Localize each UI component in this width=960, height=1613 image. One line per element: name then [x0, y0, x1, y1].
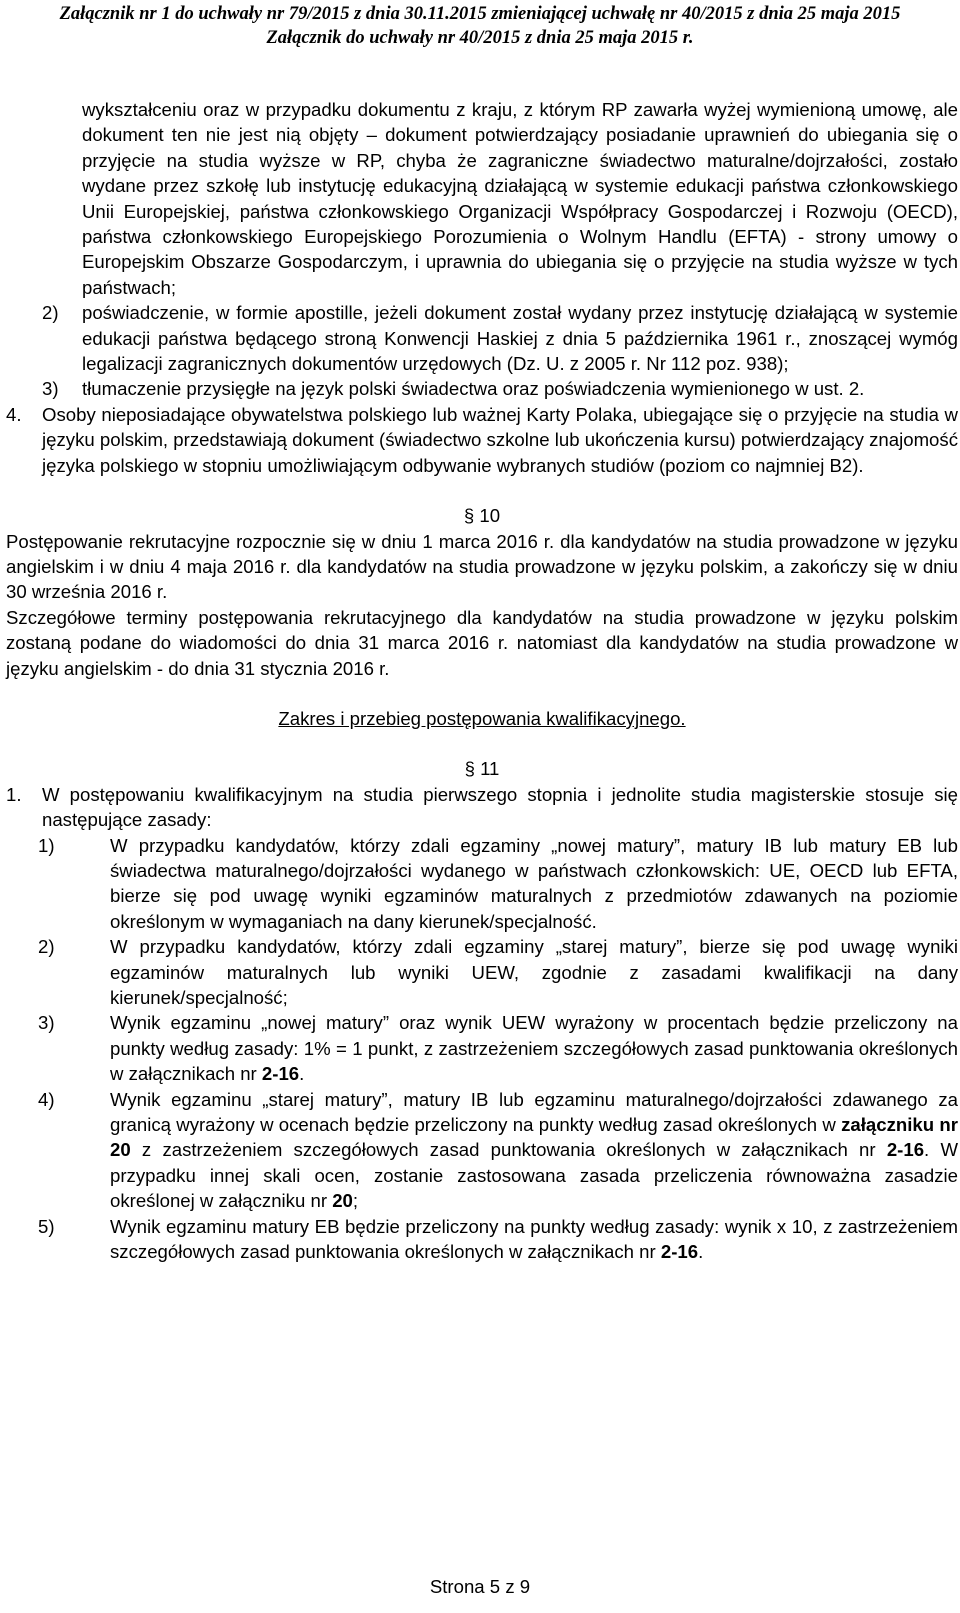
rule-marker: 3): [38, 1012, 55, 1034]
spacer: [6, 731, 958, 756]
rule-text: z zastrzeżeniem szczegółowych zasad punktowania określonych w załącznikach nr: [130, 1139, 887, 1161]
rule-item-1: [38, 833, 958, 935]
document-body: [6, 97, 958, 1264]
rule-text-bold: 2-16: [660, 1241, 699, 1263]
rule-marker: 2): [38, 936, 55, 958]
point-marker: 4.: [6, 403, 22, 425]
list-marker: 2): [42, 302, 59, 324]
rule-text-bold: 2-16: [261, 1063, 300, 1085]
rule-item-5: [38, 1214, 958, 1265]
rule-item-2: [38, 934, 958, 1010]
rule-text: Wynik egzaminu matury EB będzie przeliczony na punkty według zasady: wynik x 10, z zastrzeżeniem szczegółowych zasad punktowania określonych w załącznikach nr: [110, 1215, 958, 1263]
list-item-text: tłumaczenie przysięgłe na język polski świadectwa oraz poświadczenia wymienionego w ust. 2.: [82, 378, 865, 400]
spacer: [6, 478, 958, 503]
rule-text: .: [299, 1063, 305, 1085]
section-title: Zakres i przebieg postępowania kwalifikacyjnego.: [278, 707, 686, 729]
section-10-number: § 10: [463, 505, 501, 527]
point-text: W postępowaniu kwalifikacyjnym na studia pierwszego stopnia i jednolite studia magisterskie stosuje się następujące zasady:: [42, 783, 958, 831]
rule-text: .: [698, 1241, 704, 1263]
point-marker: 1.: [6, 783, 22, 805]
header-attachment-no: Załącznik nr 1: [59, 4, 171, 24]
list-marker: 3): [42, 378, 59, 400]
section-11-number: § 11: [464, 758, 500, 780]
header-line-2: Załącznik do uchwały nr 40/2015 z dnia 25 maja 2015 r.: [266, 28, 694, 48]
rule-text: ;: [352, 1190, 359, 1212]
rule-text-bold: 20: [332, 1190, 353, 1212]
section-10-paragraph-1: Postępowanie rekrutacyjne rozpocznie się w dniu 1 marca 2016 r. dla kandydatów na studia prowadzone w języku angielskim i w dniu 4 maja 2016 r. dla kandydatów na studia prowadzone w języku polskim, a zakończy się w dniu 30 września 2016 r.: [6, 530, 958, 603]
rule-item-4: [38, 1087, 958, 1214]
rule-text-bold: 2-16: [886, 1139, 925, 1161]
rule-text-bold: załączniku nr 20: [110, 1114, 958, 1161]
rule-marker: 1): [38, 834, 55, 856]
point-text: Osoby nieposiadające obywatelstwa polskiego lub ważnej Karty Polaka, ubiegające się o przyjęcie na studia w języku polskim, przedstawiają dokument (świadectwo szkolne lub ukończenia kursu) potwierdzający znajomość języka polskiego w stopniu umożliwiającym odbywanie wybranych studiów (poziom co najmniej B2).: [42, 403, 958, 476]
section-10-paragraph-2: Szczegółowe terminy postępowania rekrutacyjnego dla kandydatów na studia prowadzone w języku polskim zostaną podane do wiadomości do dnia 31 marca 2016 r. natomiast dla kandydatów na studia prowadzone w języku angielskim - do dnia 31 stycznia 2016 r.: [6, 606, 958, 679]
document-header: [0, 2, 960, 50]
rule-text: W przypadku kandydatów, którzy zdali egzaminy „starej matury”, bierze się pod uwagę wyniki egzaminów maturalnych lub wyniki UEW, zgodnie z zasadami kwalifikacji na dany kierunek/specjalność;: [110, 936, 958, 1008]
rule-marker: 5): [38, 1215, 55, 1237]
rule-text: W przypadku kandydatów, którzy zdali egzaminy „nowej matury”, matury IB lub matury EB lub świadectwa maturalnego/dojrzałości wydanego w państwach członkowskich: UE, OECD lub EFTA, bierze się pod uwagę wyniki egzaminów maturalnych z przedmiotów zdawanych na poziomie określonym w wymaganiach na dany kierunek/specjalność.: [110, 834, 958, 932]
header-line-1-rest: do uchwały nr 79/2015 z dnia 30.11.2015 zmieniającej uchwałę nr 40/2015 z dnia 25 maja 2015: [170, 4, 901, 24]
rule-item-3: [38, 1010, 958, 1086]
spacer: [6, 681, 958, 706]
list-item-text: poświadczenie, w formie apostille, jeżeli dokument został wydany przez instytucję działającą w systemie edukacji państwa będącego stroną Konwencji Haskiej z dnia 5 października 1961 r., znoszącej wymóg legalizacji zagranicznych dokumentów urzędowych (Dz. U. z 2005 r. Nr 112 poz. 938);: [82, 302, 958, 375]
rule-text: . W przypadku innej skali ocen, zostanie zastosowana zasada przeliczenia równoważna zasadzie określonej w załączniku nr: [110, 1139, 958, 1212]
list-item-2: [6, 300, 958, 376]
point-4: [6, 402, 958, 478]
header-line-1: [0, 2, 960, 26]
rule-marker: 4): [38, 1088, 55, 1110]
intro-paragraph: wykształceniu oraz w przypadku dokumentu z kraju, z którym RP zawarła wyżej wymienioną umowę, ale dokument ten nie jest nią objęty – dokument potwierdzający posiadanie uprawnień do ubiegania się o przyjęcie na studia wyższe w RP, chyba że zagraniczne świadectwo maturalne/dojrzałości, zostało wydane przez szkołę lub instytucję edukacyjną działającą w systemie edukacji państwa członkowskiego Unii Europejskiej, państwa członkowskiego Organizacji Współpracy Gospodarczej i Rozwoju (OECD), państwa członkowskiego Europejskiego Porozumienia o Wolnym Handlu (EFTA) - strony umowy o Europejskim Obszarze Gospodarczym, i uprawnia do ubiegania się o przyjęcie na studia wyższe w tych państwach;: [82, 99, 958, 298]
list-item-3: [6, 376, 958, 401]
section-11-point-1: [6, 782, 958, 833]
rule-text: Wynik egzaminu „starej matury”, matury IB lub egzaminu maturalnego/dojrzałości zdawanego za granicą wyrażony w ocenach będzie przeliczony na punkty według zasad określonych w: [110, 1088, 958, 1136]
rule-text: Wynik egzaminu „nowej matury” oraz wynik UEW wyrażony w procentach będzie przeliczony na punkty według zasady: 1% = 1 punkt, z zastrzeżeniem szczegółowych zasad punktowania określonych w załącznikach nr: [110, 1012, 958, 1085]
page-number: Strona 5 z 9: [429, 1576, 531, 1597]
